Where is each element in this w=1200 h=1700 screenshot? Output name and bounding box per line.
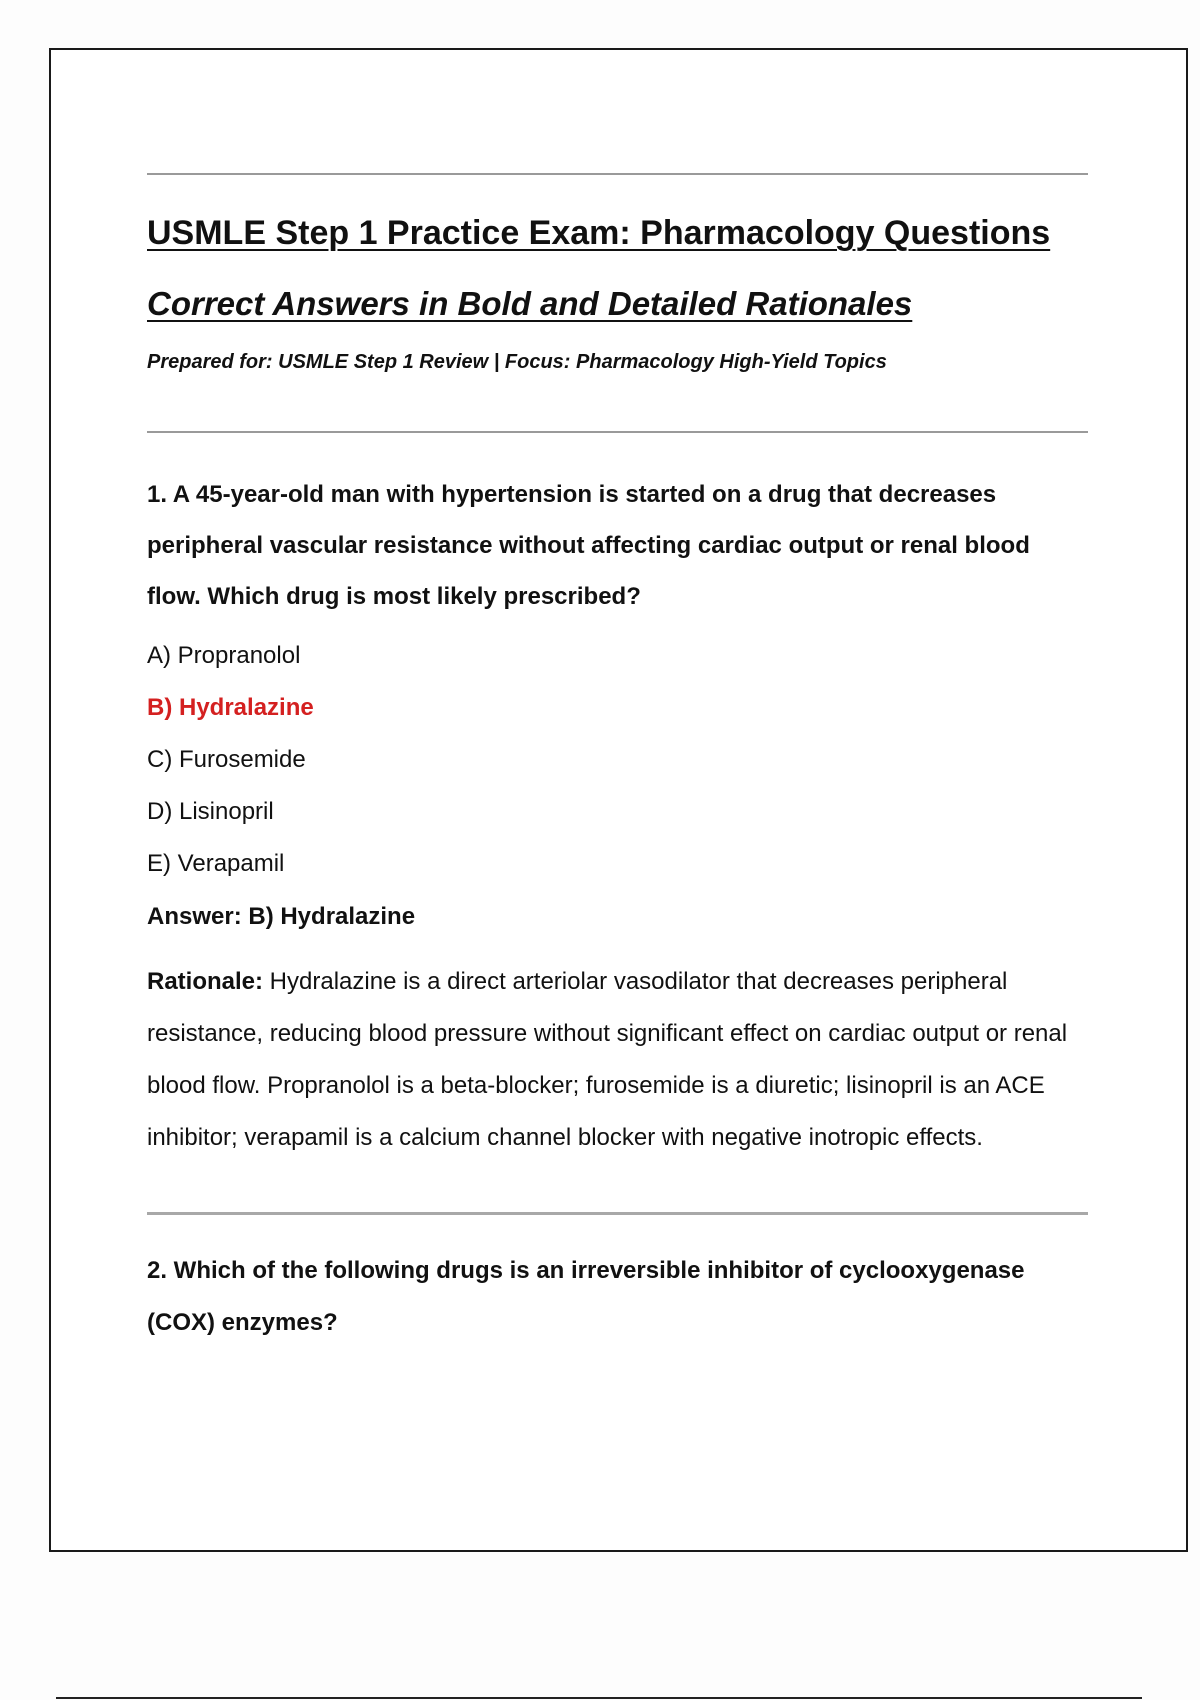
document-title: USMLE Step 1 Practice Exam: Pharmacology Questions (147, 214, 1051, 252)
rationale-text: Hydralazine is a direct arteriolar vasodilator that decreases peripheral resistance, reducing blood pressure without significant effect on cardiac output or renal blood flow. Propranolol is a beta-blocker; furosemide is a diuretic; lisinopril is an ACE inhibitor; verapamil is a calcium channel blocker with negative inotropic effects. (147, 968, 1068, 1151)
option-c: C) Furosemide (147, 746, 306, 773)
option-a: A) Propranolol (147, 642, 301, 669)
option-b-correct: B) Hydralazine (147, 694, 314, 721)
bottom-page-edge (56, 1697, 1142, 1699)
option-e: E) Verapamil (147, 850, 285, 877)
question-1-answer: Answer: B) Hydralazine (147, 903, 416, 930)
question-divider (147, 1212, 1088, 1215)
question-1-rationale (147, 956, 1088, 1164)
question-1-text: 1. A 45-year-old man with hypertension is started on a drug that decreases peripheral vascular resistance without affecting cardiac output or renal blood flow. Which drug is most likely prescribed? (147, 481, 1030, 610)
document-subtitle: Correct Answers in Bold and Detailed Rationales (147, 285, 913, 322)
document-page (49, 48, 1188, 1552)
top-divider (147, 173, 1088, 175)
rationale-label: Rationale: (147, 968, 264, 995)
prepared-for-line: Prepared for: USMLE Step 1 Review | Focus: Pharmacology High-Yield Topics (147, 351, 887, 373)
question-2-text: 2. Which of the following drugs is an irreversible inhibitor of cyclooxygenase (COX) enzymes? (147, 1257, 1025, 1336)
header-divider (147, 431, 1088, 433)
document-content (147, 173, 1088, 1349)
option-d: D) Lisinopril (147, 798, 274, 825)
question-1-options (147, 630, 1088, 890)
